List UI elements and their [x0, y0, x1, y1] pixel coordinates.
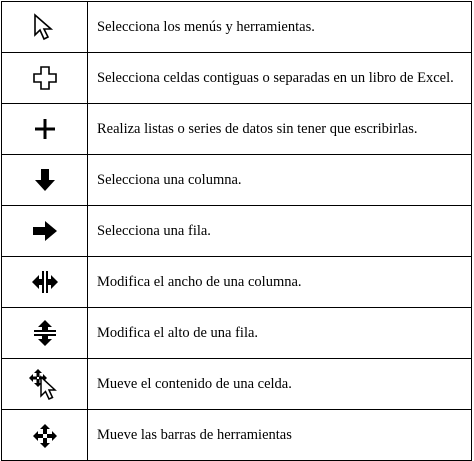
table-row	[2, 410, 471, 461]
icon-cell	[2, 53, 88, 103]
description-text: Selecciona celdas contiguas o separadas en un libro de Excel.	[97, 69, 454, 86]
icon-cell	[2, 410, 88, 461]
move-cross-icon	[32, 423, 58, 449]
table-row	[2, 53, 471, 104]
cursor-table	[1, 1, 472, 461]
right-arrow-icon	[32, 220, 58, 242]
thin-cross-icon	[34, 118, 56, 140]
white-cross-icon	[32, 65, 58, 91]
table-row	[2, 104, 471, 155]
icon-cell	[2, 206, 88, 256]
table-row	[2, 206, 471, 257]
icon-cell	[2, 104, 88, 154]
description-text: Selecciona una columna.	[97, 171, 242, 188]
arrow-pointer-icon	[32, 13, 58, 41]
horizontal-resize-icon	[31, 270, 59, 294]
down-arrow-icon	[34, 168, 56, 192]
table-row	[2, 155, 471, 206]
description-text: Mueve las barras de herramientas	[97, 427, 292, 443]
table-row	[2, 359, 471, 410]
icon-cell	[2, 359, 88, 409]
icon-cell	[2, 2, 88, 52]
description-text: Selecciona los menús y herramientas.	[97, 18, 315, 35]
description-text: Mueve el contenido de una celda.	[97, 375, 292, 392]
icon-cell	[2, 155, 88, 205]
vertical-resize-icon	[33, 319, 57, 347]
description-text: Realiza listas o series de datos sin tener que escribirlas.	[97, 120, 418, 137]
icon-cell	[2, 308, 88, 358]
description-text: Modifica el alto de una fila.	[97, 324, 259, 341]
description-text: Modifica el ancho de una columna.	[97, 273, 302, 290]
table-row	[2, 257, 471, 308]
move-pointer-icon	[28, 368, 62, 400]
table-row	[2, 2, 471, 53]
table-row	[2, 308, 471, 359]
description-text: Selecciona una fila.	[97, 222, 211, 239]
icon-cell	[2, 257, 88, 307]
